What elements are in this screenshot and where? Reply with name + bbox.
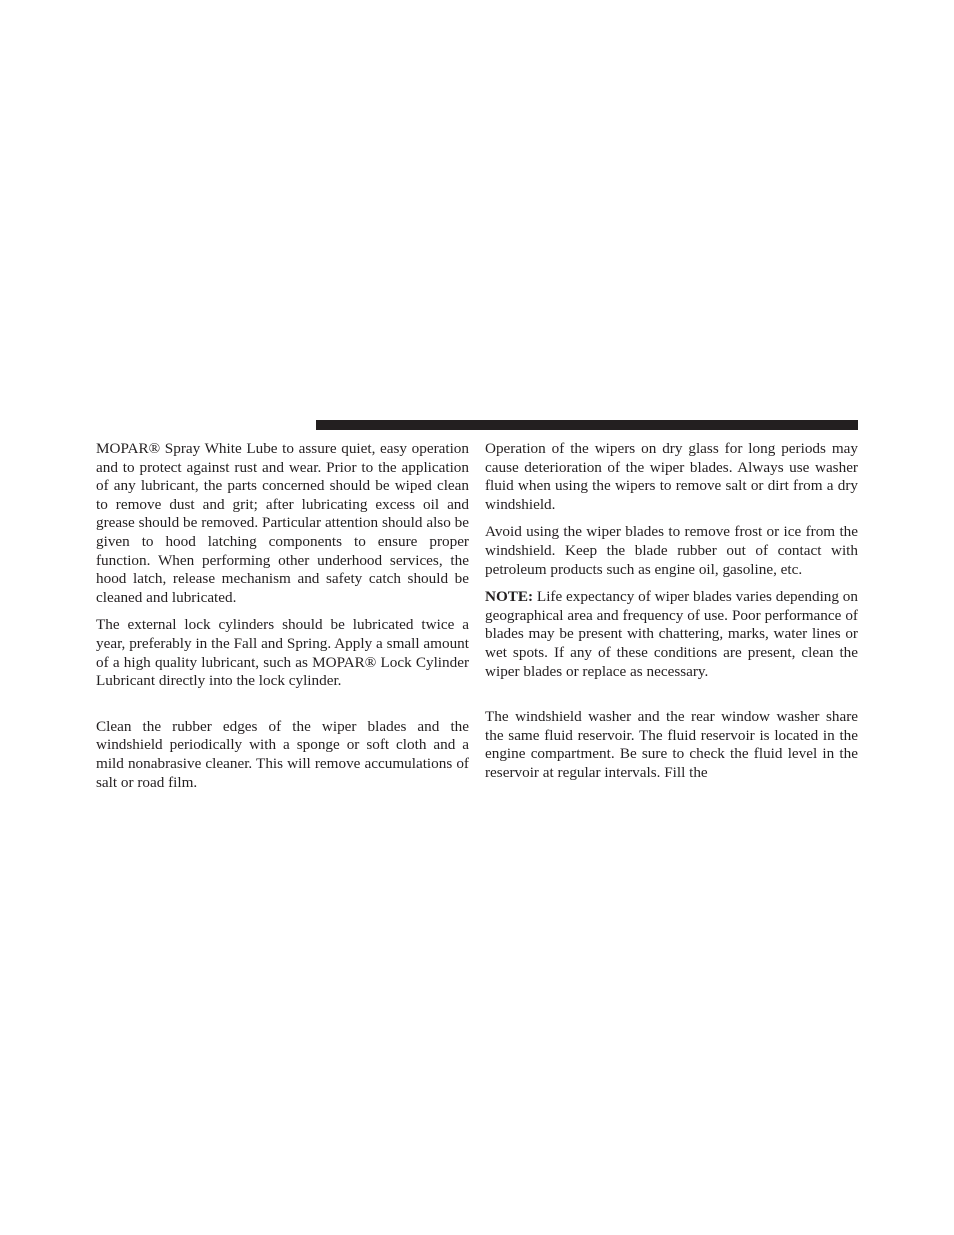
paragraph-dry-glass: Operation of the wipers on dry glass for long periods may cause deterioration of the wiper blades. Always use washer fluid when using the wipers to remove salt or dirt from a dry windshield. bbox=[485, 440, 858, 513]
paragraph-wiper-cleaning: Clean the rubber edges of the wiper blades and the windshield periodically with a sponge or soft cloth and a mild nonabrasive cleaner. This will remove accumulations of salt or road film. bbox=[96, 717, 469, 791]
left-column bbox=[96, 440, 469, 792]
note-text: Life expectancy of wiper blades varies depending on geographical area and frequency of use. Poor performance of blades may be present with chattering, marks, water lines or wet spots. If any of these conditions are present, clean the wiper blades or replace as necessary. bbox=[485, 588, 858, 680]
paragraph-washer-reservoir: The windshield washer and the rear window washer share the same fluid reservoir. The fluid reservoir is located in the engine compartment. Be sure to check the fluid level in the reservoir at regular intervals. Fill the bbox=[485, 708, 858, 781]
paragraph-note bbox=[485, 588, 858, 681]
paragraph-lubrication: MOPAR® Spray White Lube to assure quiet, easy operation and to protect against rust and wear. Prior to the application of any lubricant, the parts concerned should be wiped clean to remove dust and grit; after lubricating excess oil and grease should be removed. Particular attention should also be given to hood latching components to ensure proper function. When performing other underhood services, the hood latch, release mechanism and safety catch should be cleaned and lubricated. bbox=[96, 440, 469, 606]
paragraph-frost-ice: Avoid using the wiper blades to remove frost or ice from the windshield. Keep the blade rubber out of contact with petroleum products such as engine oil, gasoline, etc. bbox=[485, 523, 858, 578]
note-label: NOTE: bbox=[485, 588, 534, 606]
section-header-bar bbox=[316, 420, 858, 430]
right-column bbox=[485, 440, 858, 783]
paragraph-lock-cylinders: The external lock cylinders should be lubricated twice a year, preferably in the Fall and Spring. Apply a small amount of a high quality lubricant, such as MOPAR® Lock Cylinder Lubricant directly into the lock cylinder. bbox=[96, 616, 469, 690]
